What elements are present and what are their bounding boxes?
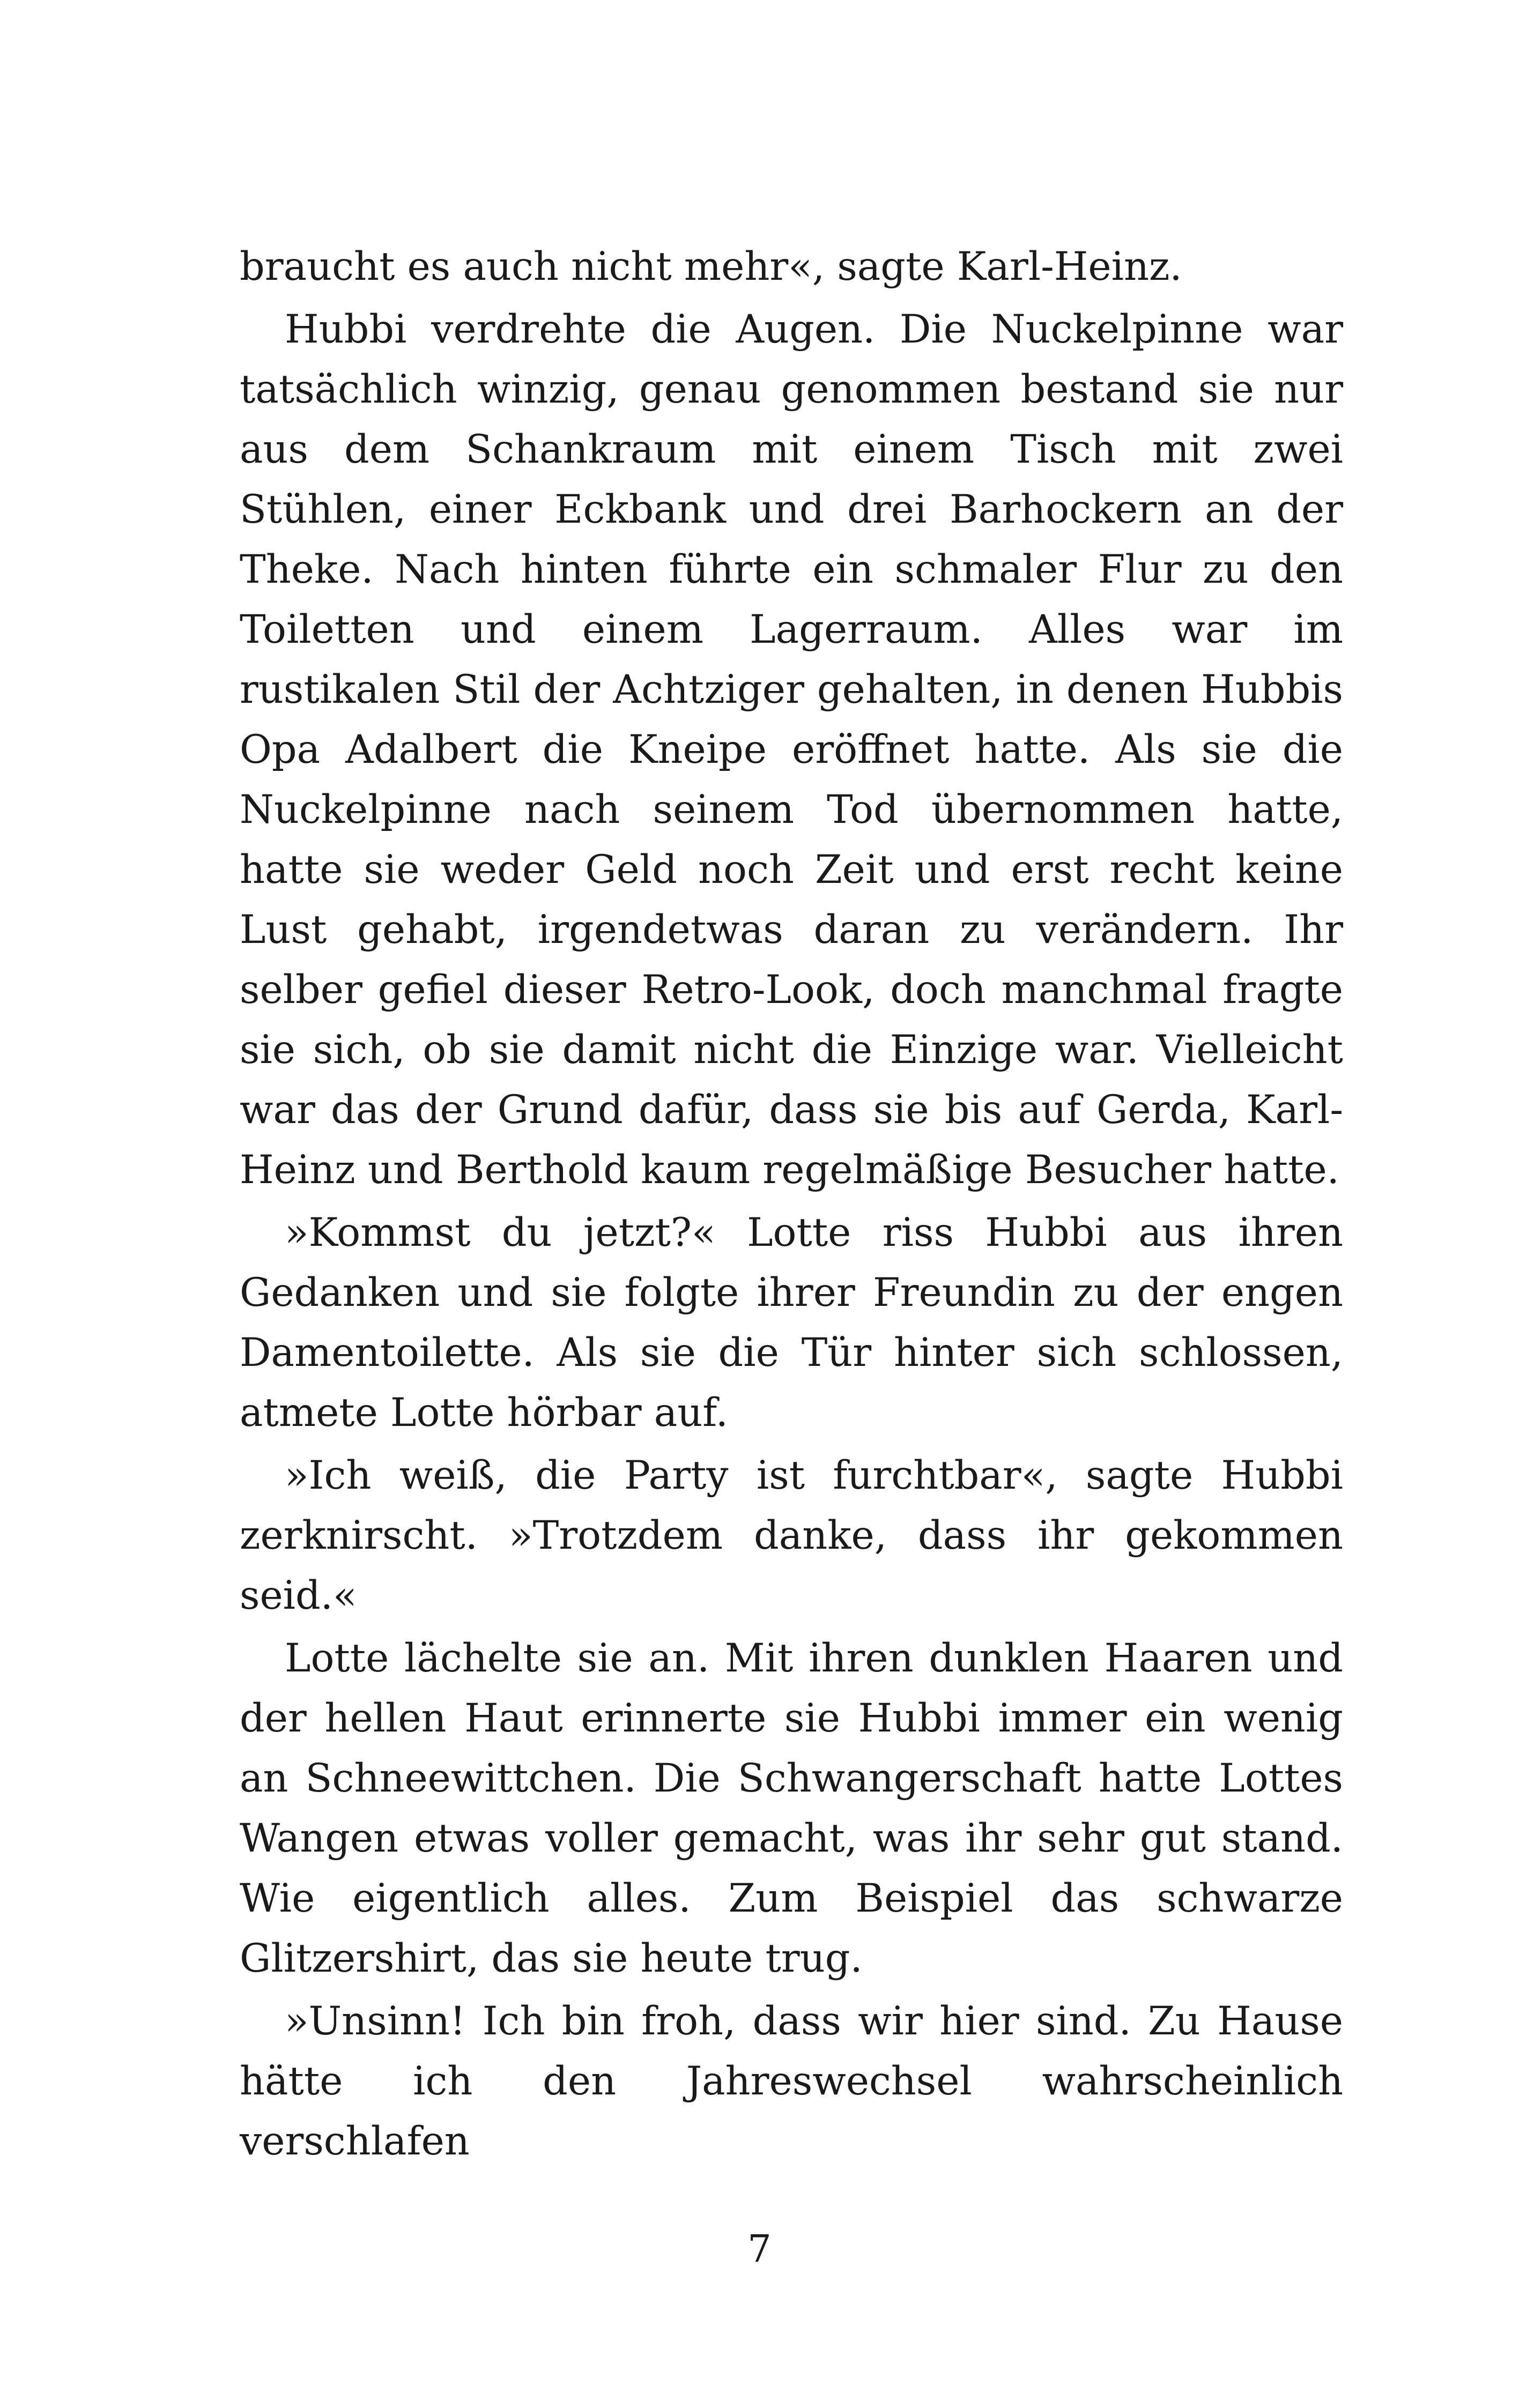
paragraph-continuation: braucht es auch nicht mehr«, sagte Karl-Heinz. <box>240 244 1182 289</box>
paragraph-nuckelpinne-description: Hubbi verdrehte die Augen. Die Nuckelpinne war tatsächlich winzig, genau genommen bestand sie nur aus dem Schankraum mit einem Tisch mit zwei Stühlen, einer Eckbank und drei Barhockern an der Theke. Nach hinten führte ein schmaler Flur zu den Toiletten und einem Lagerraum. Alles war im rustikalen Stil der Achtziger gehalten, in denen Hubbis Opa Adalbert die Kneipe eröffnet hatte. Als sie die Nuckelpinne nach seinem Tod übernommen hatte, hatte sie weder Geld noch Zeit und erst recht keine Lust gehabt, irgendetwas daran zu verändern. Ihr selber gefiel dieser Retro-Look, doch manchmal fragte sie sich, ob sie damit nicht die Einzige war. Vielleicht war das der Grund dafür, dass sie bis auf Gerda, Karl-Heinz und Berthold kaum regelmäßige Besucher hatte. <box>240 307 1343 1193</box>
paragraph-lotte-reply: »Unsinn! Ich bin froh, dass wir hier sind. Zu Hause hätte ich den Jahreswechsel wahrscheinlich verschlafen <box>240 1998 1343 2164</box>
page-number: 7 <box>747 2227 772 2271</box>
paragraph-hubbi-apology: »Ich weiß, die Party ist furchtbar«, sagte Hubbi zerknirscht. »Trotzdem danke, dass ihr gekommen seid.« <box>240 1453 1343 1618</box>
paragraph-lotte-calls: »Kommst du jetzt?« Lotte riss Hubbi aus ihren Gedanken und sie folgte ihrer Freundin zu der engen Damentoilette. Als sie die Tür hinter sich schlossen, atmete Lotte hörbar auf. <box>240 1210 1343 1436</box>
body-text <box>240 237 1343 2172</box>
paragraph-lotte-description: Lotte lächelte sie an. Mit ihren dunklen Haaren und der hellen Haut erinnerte sie Hubbi immer ein wenig an Schneewittchen. Die Schwangerschaft hatte Lottes Wangen etwas voller gemacht, was ihr sehr gut stand. Wie eigentlich alles. Zum Beispiel das schwarze Glitzershirt, das sie heute trug. <box>240 1636 1343 1981</box>
